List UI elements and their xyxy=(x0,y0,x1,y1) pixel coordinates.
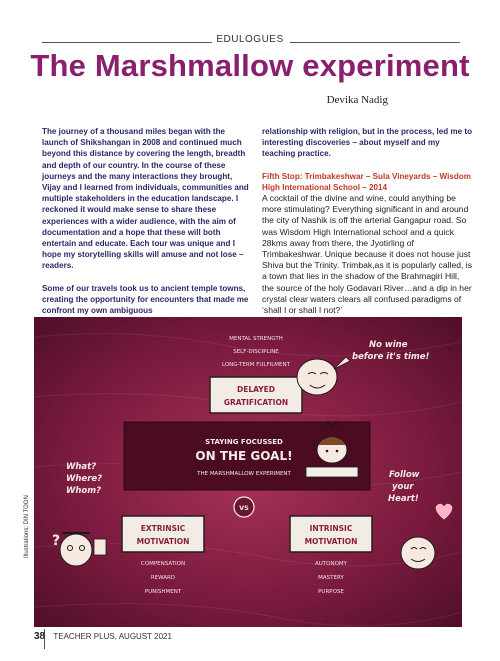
right-figure xyxy=(401,504,452,569)
section-subhead: Fifth Stop: Trimbakeshwar – Sula Vineyards – Wisdom High International School – 2014 xyxy=(262,171,471,192)
top-list-item: LONG-TERM FULFILMENT xyxy=(221,362,291,368)
page-footer xyxy=(34,631,172,642)
speech-follow: Follow xyxy=(389,470,420,480)
extrinsic-label-1: EXTRINSIC xyxy=(140,524,186,533)
marshmallow-illustration xyxy=(34,317,462,627)
right-list-item: PURPOSE xyxy=(318,589,344,595)
intro-paragraph-2-cont: relationship with religion, but in the process, led me to interesting discoveries – about myself and my teaching practice. xyxy=(262,127,473,159)
body-paragraph: A cocktail of the divine and wine, could anything be more stimulating? Everything significant in and around the city of Nashik is off the arterial Gangapur road. So was Wisdom High International school and a quick 28kms away from there, the Jyotirling of Trimbakeshwar. Unique because it does not house just Shiva but the Trinity. Trimbak,as it is popularly called, is a town that lies in the shadow of the Brahmagiri Hill, the source of the holy Godavari River…and a dip in her crystal clear waters clears all confused paradigms of ‘shall I or shall I not?’ xyxy=(262,193,472,316)
speech-no-wine-2: before it's time! xyxy=(352,352,430,362)
column-right xyxy=(262,126,472,327)
speech-what: What? xyxy=(66,462,97,472)
intrinsic-label-2: MOTIVATION xyxy=(304,537,358,546)
intro-paragraph-2: Some of our travels took us to ancient temple towns, creating the opportunity for encounters that made me confront my own ambiguous xyxy=(42,283,249,316)
article-title: The Marshmallow experiment xyxy=(30,48,470,83)
intro-paragraph-1: The journey of a thousand miles began with the launch of Shikshangan in 2008 and continued much beyond this distance by covering the length, breadth and depth of our country. In the course of these journeys and the many interactions they brought, Vijay and I learned from individuals, communities and multiple stakeholders in the education landscape. I reckoned it would make sense to share these experiences with a wider audience, with the aim of documentation and a hope that these will both entertain and educate. Each tour was unique and I hope my storytelling skills will amuse and not lose – readers. xyxy=(42,127,249,271)
delayed-gratification-label-1: DELAYED xyxy=(237,385,275,394)
delayed-gratification-box xyxy=(210,377,302,413)
speech-heart: Heart! xyxy=(388,494,419,504)
column-left xyxy=(42,126,250,327)
article-author: Devika Nadig xyxy=(326,94,388,106)
top-list-item: SELF-DISCIPLINE xyxy=(233,349,279,355)
illustration-svg xyxy=(34,317,462,627)
header-rule-right xyxy=(290,42,460,43)
right-list-item: AUTONOMY xyxy=(314,561,348,567)
left-list-item: REWARD xyxy=(150,575,176,581)
left-list-item: COMPENSATION xyxy=(140,561,186,567)
right-list-item: MASTERY xyxy=(318,575,344,581)
center-line-1: STAYING FOCUSSED xyxy=(205,438,283,446)
svg-text:?: ? xyxy=(52,533,61,549)
speech-your: your xyxy=(392,482,414,492)
delayed-gratification-label-2: GRATIFICATION xyxy=(223,398,289,407)
left-figure xyxy=(52,533,106,566)
extrinsic-label-2: MOTIVATION xyxy=(136,537,190,546)
extrinsic-box xyxy=(122,516,204,552)
speech-no-wine-1: No wine xyxy=(369,340,408,350)
intrinsic-box xyxy=(290,516,372,552)
section-label: EDULOGUES xyxy=(216,34,284,45)
illustration-credit: Illustrations: DIN TOON xyxy=(24,495,30,558)
page-number: 38 xyxy=(34,631,46,642)
vs-label: VS xyxy=(239,504,249,512)
monk-figure xyxy=(297,357,350,395)
intrinsic-label-1: INTRINSIC xyxy=(309,524,353,533)
speech-whom: Whom? xyxy=(66,486,102,496)
issue-label: TEACHER PLUS, AUGUST 2021 xyxy=(53,632,172,641)
top-list-item: MENTAL STRENGTH xyxy=(229,336,283,342)
center-line-2: ON THE GOAL! xyxy=(195,449,293,463)
left-list-item: PUNISHMENT xyxy=(144,589,182,595)
center-line-3: THE MARSHMALLOW EXPERIMENT xyxy=(197,471,291,477)
speech-where: Where? xyxy=(66,474,103,484)
